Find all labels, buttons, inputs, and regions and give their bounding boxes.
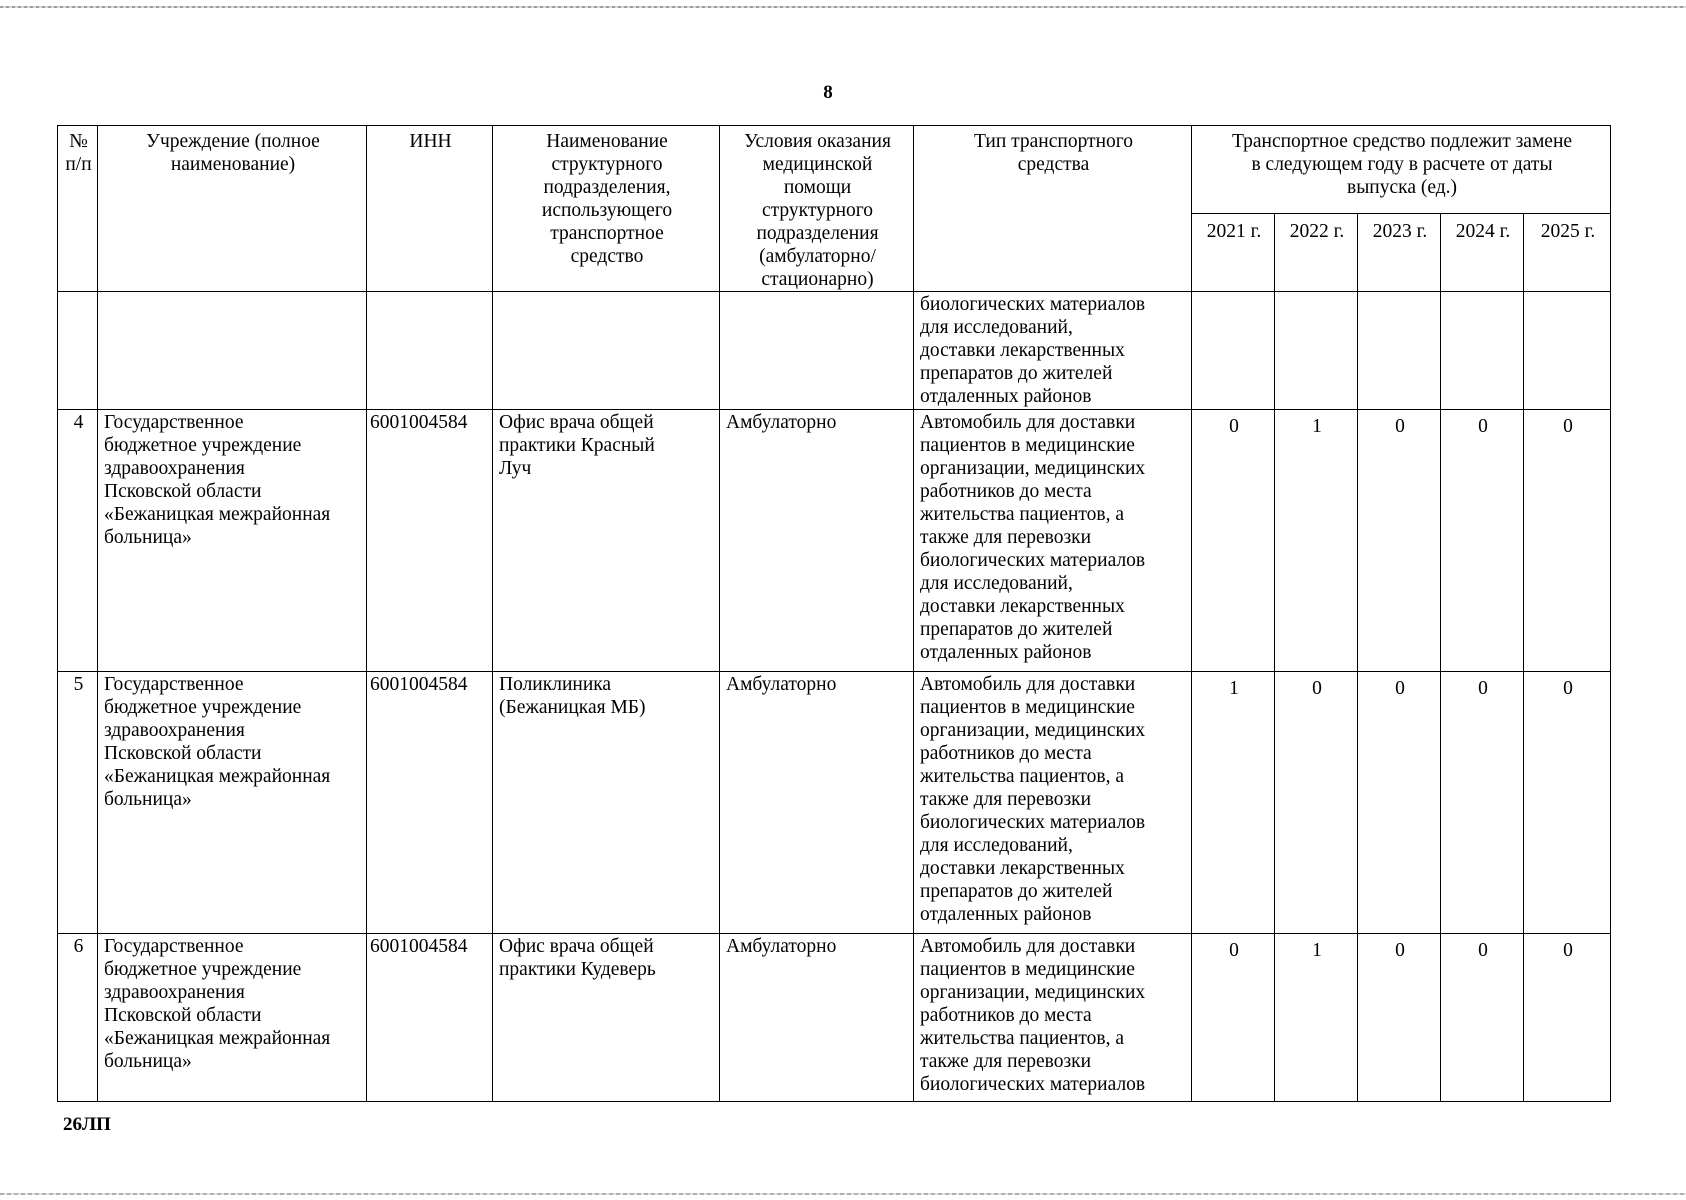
value-2025: 0 xyxy=(1524,934,1611,1102)
table-row xyxy=(58,410,1611,672)
value-2024: 0 xyxy=(1441,672,1524,934)
page-number: 8 xyxy=(823,82,833,103)
conditions-cell: Амбулаторно xyxy=(720,934,914,1102)
document-code: 26ЛП xyxy=(63,1114,111,1135)
value-2021: 0 xyxy=(1192,410,1275,672)
row-number: 5 xyxy=(58,672,98,934)
value-2022: 1 xyxy=(1275,934,1358,1102)
value-2025: 0 xyxy=(1524,672,1611,934)
value-2022: 1 xyxy=(1275,410,1358,672)
table-row xyxy=(58,672,1611,934)
scan-edge-bottom xyxy=(0,1193,1686,1195)
value-2022: 0 xyxy=(1275,672,1358,934)
row-number: 6 xyxy=(58,934,98,1102)
value-2025: 0 xyxy=(1524,410,1611,672)
row-number: 4 xyxy=(58,410,98,672)
value-2023: 0 xyxy=(1358,672,1441,934)
conditions-cell: Амбулаторно xyxy=(720,672,914,934)
inn-cell: 6001004584 xyxy=(367,672,493,934)
header-row xyxy=(58,126,1611,214)
header-num: № п/п xyxy=(58,126,98,292)
subdivision-cell: Офис врача общей практики Кудеверь xyxy=(493,934,720,1102)
value-2023: 0 xyxy=(1358,410,1441,672)
institution-cell: Государственное бюджетное учреждение здравоохранения Псковской области «Бежаницкая межрайонная больница» xyxy=(98,410,367,672)
subdivision-cell: Офис врача общей практики Красный Луч xyxy=(493,410,720,672)
header-institution: Учреждение (полное наименование) xyxy=(98,126,367,292)
value-2024: 0 xyxy=(1441,410,1524,672)
vehicle-type-cell: Автомобиль для доставки пациентов в медицинские организации, медицинских работников до места жительства пациентов, а также для перевозки биологических материалов для исследований, доставки лекарственных препаратов до жителей отдаленных районов xyxy=(914,410,1192,672)
header-year-2021: 2021 г. xyxy=(1192,214,1275,292)
header-replacement: Транспортное средство подлежит замене в следующем году в расчете от даты выпуска (ед.) xyxy=(1192,126,1611,214)
vehicle-replacement-table xyxy=(57,125,1611,1102)
vehicle-type-cell: биологических материалов для исследований, доставки лекарственных препаратов до жителей отдаленных районов xyxy=(914,292,1192,410)
header-year-2024: 2024 г. xyxy=(1441,214,1524,292)
header-subdivision: Наименование структурного подразделения, использующего транспортное средство xyxy=(493,126,720,292)
inn-cell: 6001004584 xyxy=(367,934,493,1102)
header-conditions: Условия оказания медицинской помощи структурного подразделения (амбулаторно/ стационарно) xyxy=(720,126,914,292)
institution-cell: Государственное бюджетное учреждение здравоохранения Псковской области «Бежаницкая межрайонная больница» xyxy=(98,934,367,1102)
table-row-continuation xyxy=(58,292,1611,410)
value-2021: 1 xyxy=(1192,672,1275,934)
institution-cell: Государственное бюджетное учреждение здравоохранения Псковской области «Бежаницкая межрайонная больница» xyxy=(98,672,367,934)
header-vehicle-type: Тип транспортного средства xyxy=(914,126,1192,292)
scan-edge-top xyxy=(0,6,1686,8)
value-2024: 0 xyxy=(1441,934,1524,1102)
header-year-2022: 2022 г. xyxy=(1275,214,1358,292)
subdivision-cell: Поликлиника (Бежаницкая МБ) xyxy=(493,672,720,934)
conditions-cell: Амбулаторно xyxy=(720,410,914,672)
table-row xyxy=(58,934,1611,1102)
header-year-2023: 2023 г. xyxy=(1358,214,1441,292)
vehicle-type-cell: Автомобиль для доставки пациентов в медицинские организации, медицинских работников до места жительства пациентов, а также для перевозки биологических материалов xyxy=(914,934,1192,1102)
value-2021: 0 xyxy=(1192,934,1275,1102)
value-2023: 0 xyxy=(1358,934,1441,1102)
inn-cell: 6001004584 xyxy=(367,410,493,672)
vehicle-type-cell: Автомобиль для доставки пациентов в медицинские организации, медицинских работников до места жительства пациентов, а также для перевозки биологических материалов для исследований, доставки лекарственных препаратов до жителей отдаленных районов xyxy=(914,672,1192,934)
header-year-2025: 2025 г. xyxy=(1524,214,1611,292)
header-inn: ИНН xyxy=(367,126,493,292)
